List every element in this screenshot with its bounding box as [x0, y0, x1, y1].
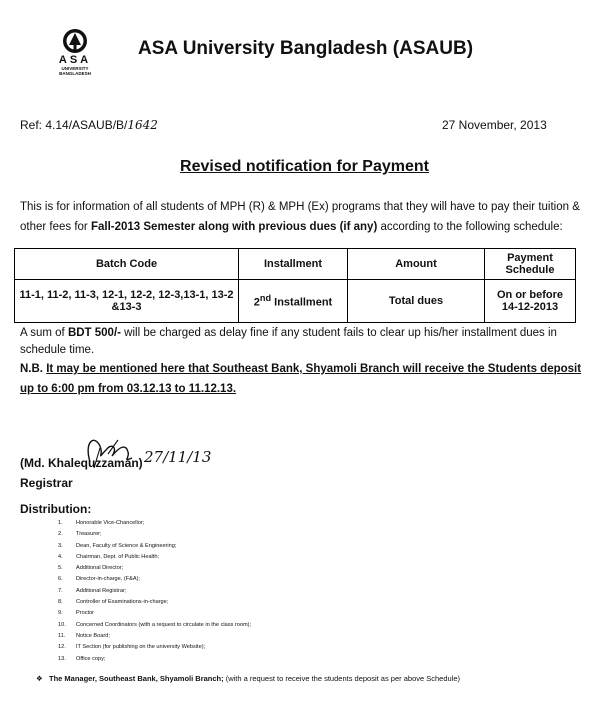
list-item-number: 13.: [58, 655, 66, 662]
list-item-text: Director-in-charge, (F&A);: [76, 576, 141, 583]
list-item: [58, 620, 251, 631]
list-item-text: Concerned Coordinators (with a request to circulate in the class room);: [76, 621, 252, 628]
installment-suffix: nd: [259, 293, 272, 304]
notice-title-text: Revised notification for Payment: [180, 158, 429, 175]
list-item-text: Treasurer;: [76, 531, 102, 538]
list-item: [58, 586, 251, 597]
reference-number: [20, 118, 158, 132]
cell-installment: [239, 280, 348, 323]
list-item-text: Chairman, Dept. of Public Health;: [76, 553, 160, 560]
list-item: [58, 541, 251, 552]
list-item-number: 5.: [58, 565, 63, 572]
schedule-line-1: On or before: [496, 289, 563, 301]
delay-fine-amount: BDT 500/-: [67, 327, 121, 339]
list-item: [58, 518, 251, 529]
list-item: [58, 529, 251, 540]
list-item-number: 3.: [58, 542, 63, 549]
list-item-number: 10.: [58, 621, 66, 628]
list-item: [58, 574, 251, 585]
distribution-title: Distribution:: [20, 502, 92, 516]
list-item-text: Additional Director;: [76, 565, 124, 572]
signatory-name: (Md. Khalequzzaman): [20, 456, 143, 470]
header-amount: Amount: [348, 249, 485, 280]
list-item-number: 4.: [58, 553, 63, 560]
cell-amount: Total dues: [348, 280, 485, 323]
list-item-text: Office copy;: [76, 655, 106, 662]
list-item: [58, 631, 251, 642]
list-item: [58, 642, 251, 653]
table-row: [15, 280, 576, 323]
delay-fine-prefix: A sum of: [20, 327, 68, 339]
list-item-number: 1.: [58, 520, 63, 526]
diamond-bullet-icon: ❖: [36, 674, 43, 683]
list-item: [58, 654, 251, 665]
intro-paragraph: [20, 197, 590, 237]
list-item-number: 12.: [58, 644, 66, 651]
header-batch-code: Batch Code: [15, 249, 239, 280]
signature-graphic: [60, 428, 230, 480]
intro-text: This is for information of all students of MPH (R) & MPH (Ex) programs that they will have to pay their tuition & other fees for: [20, 201, 580, 233]
schedule-line-2: 14-12-2013: [501, 301, 559, 313]
nb-note: [20, 359, 590, 399]
list-item: [58, 552, 251, 563]
reference-handwritten-number: 1642: [127, 118, 158, 132]
installment-number: 2: [253, 296, 260, 309]
payment-schedule-table: [14, 248, 576, 323]
university-name: ASA University Bangladesh (ASAUB): [138, 38, 474, 59]
cell-batch-code: 11-1, 11-2, 11-3, 12-1, 12-2, 12-3,13-1, 13-2 &13-3: [15, 280, 239, 323]
logo-subtext-2: BANGLADESH: [59, 71, 91, 76]
logo-subtext-1: UNIVERSITY: [61, 66, 89, 71]
list-item: [58, 597, 251, 608]
signatory-role: Registrar: [20, 476, 73, 490]
list-item-number: 7.: [58, 587, 63, 594]
nb-text: It may be mentioned here that Southeast Bank, Shyamoli Branch will receive the Students deposit up to 6:00 pm from 03.12.13 to 11.12.13.: [20, 363, 582, 395]
distribution-list: [58, 518, 251, 665]
list-item-text: Controller of Examinations-in-charge;: [76, 599, 169, 606]
signature-handwritten-date: 27/11/13: [144, 448, 212, 466]
delay-fine-suffix: will be charged as delay fine if any student fails to clear up his/her installment dues in schedule time.: [20, 327, 557, 356]
intro-tail: according to the following schedule:: [377, 221, 563, 233]
list-item-text: Dean, Faculty of Science & Engineering;: [76, 542, 177, 549]
list-item: [58, 563, 251, 574]
notice-title: [0, 158, 609, 176]
list-item-number: 2.: [58, 531, 63, 538]
university-logo: [52, 28, 98, 90]
list-item-text: Additional Registrar;: [76, 587, 127, 594]
reference-prefix: Ref: 4.14/ASAUB/B/: [20, 118, 128, 132]
logo-emblem-icon: [62, 28, 88, 54]
bank-manager-line: [36, 674, 460, 683]
list-item-number: 6.: [58, 576, 63, 583]
logo-text: ASA: [58, 54, 92, 66]
list-item-text: Notice Board;: [76, 632, 110, 639]
intro-bold: Fall-2013 Semester along with previous dues (if any): [90, 221, 378, 233]
nb-label: N.B.: [20, 363, 43, 375]
header-installment: Installment: [239, 249, 348, 280]
list-item-text: Honorable Vice-Chancellor;: [76, 520, 145, 526]
delay-fine-paragraph: [20, 325, 592, 359]
bank-manager-name: The Manager, Southeast Bank, Shyamoli Branch;: [49, 674, 224, 683]
list-item-text: Proctor: [76, 610, 95, 617]
cell-payment-schedule: [485, 280, 576, 323]
list-item-number: 9.: [58, 610, 63, 617]
list-item-number: 11.: [58, 632, 66, 639]
list-item: [58, 608, 251, 619]
issue-date: 27 November, 2013: [442, 118, 547, 132]
table-header-row: [15, 249, 576, 280]
header-payment-schedule: Payment Schedule: [485, 249, 576, 280]
bank-manager-request: (with a request to receive the students deposit as per above Schedule): [223, 674, 461, 683]
list-item-text: IT Section (for publishing on the university Website);: [76, 644, 206, 651]
list-item-number: 8.: [58, 599, 63, 606]
installment-text: Installment: [271, 296, 333, 309]
